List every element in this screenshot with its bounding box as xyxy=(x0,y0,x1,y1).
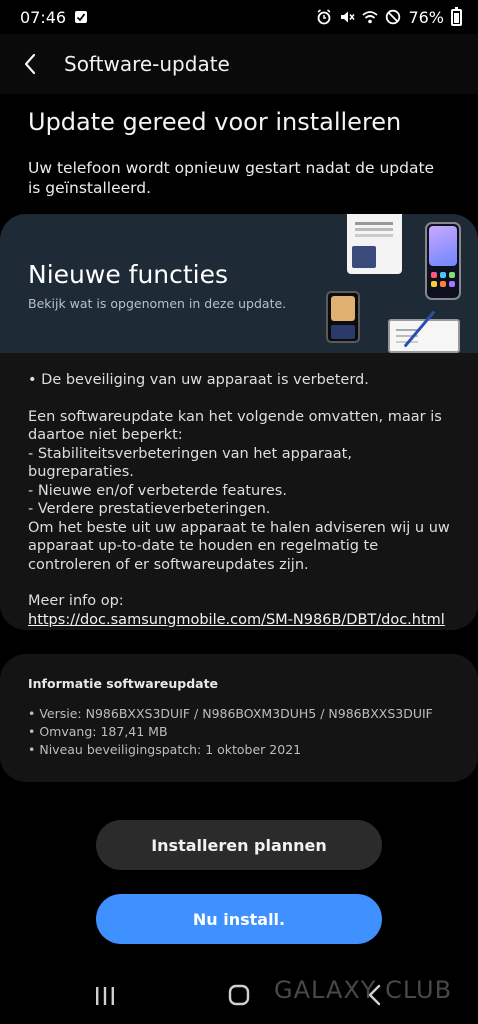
app-header xyxy=(0,34,478,94)
status-right xyxy=(316,8,462,27)
notification-icon xyxy=(73,9,89,25)
banner-illustration-screen xyxy=(347,214,402,274)
features-body xyxy=(28,371,453,629)
schedule-install-button[interactable]: Installeren plannen xyxy=(96,820,382,870)
install-now-button[interactable]: Nu install. xyxy=(96,894,382,944)
page-heading: Update gereed voor installeren xyxy=(28,108,402,136)
more-info-label: Meer info op: xyxy=(28,593,124,609)
features-card xyxy=(0,214,478,630)
recents-icon[interactable] xyxy=(94,986,116,1006)
nav-back-icon[interactable] xyxy=(364,984,386,1006)
navigation-bar xyxy=(0,968,478,1024)
header-title: Software-update xyxy=(64,52,230,76)
banner-illustration-foldable xyxy=(326,291,360,343)
home-icon[interactable] xyxy=(228,984,250,1006)
features-description: Bekijk wat is opgenomen in deze update. xyxy=(28,296,287,311)
info-security-patch: • Niveau beveiligingspatch: 1 oktober 2021 xyxy=(28,742,302,757)
update-info-title: Informatie softwareupdate xyxy=(28,676,219,691)
info-size: • Omvang: 187,41 MB xyxy=(28,724,168,739)
features-banner xyxy=(0,214,478,353)
do-not-disturb-icon xyxy=(385,9,401,25)
status-time: 07:46 xyxy=(20,7,67,27)
chevron-left-icon xyxy=(21,52,39,76)
mute-icon xyxy=(339,9,355,25)
banner-illustration-phone xyxy=(425,222,461,300)
features-title: Nieuwe functies xyxy=(28,260,229,289)
watermark: GALAXY CLUB xyxy=(274,976,453,1004)
battery-icon xyxy=(451,9,462,26)
more-info-link[interactable]: https://doc.samsungmobile.com/SM-N986B/DBT/doc.html xyxy=(28,611,445,628)
alarm-icon xyxy=(316,9,332,25)
security-bullet: • De beveiliging van uw apparaat is verbeterd. xyxy=(28,372,369,388)
page-subtitle: Uw telefoon wordt opnieuw gestart nadat de update is geïnstalleerd. xyxy=(28,159,435,197)
update-info-list xyxy=(28,705,433,759)
status-bar xyxy=(0,0,478,34)
battery-percentage: 76% xyxy=(408,7,444,27)
info-version: • Versie: N986BXXS3DUIF / N986BOXM3DUH5 / N986BXXS3DUIF xyxy=(28,706,433,721)
status-left xyxy=(20,8,89,27)
update-description: Een softwareupdate kan het volgende omvatten, maar is daartoe niet beperkt: - Stabiliteitsverbeteringen van het apparaat, bugreparaties. - Nieuwe en/of verbeterde features. - Verdere prestatieverbeteringen. Om het beste uit uw apparaat te halen adviseren wij u uw apparaat up-to-date te houden en regelmatig te controleren of er softwareupdates zijn. xyxy=(28,408,450,573)
back-button[interactable] xyxy=(0,34,60,94)
wifi-icon xyxy=(362,9,378,25)
update-info-card xyxy=(0,654,478,782)
